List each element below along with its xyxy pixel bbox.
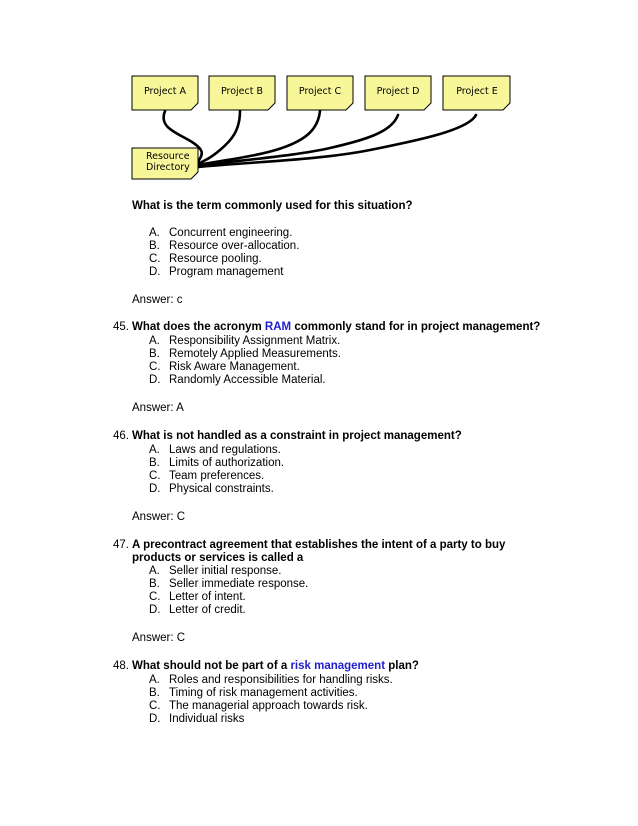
q48-option-c: C. The managerial approach towards risk.: [149, 700, 368, 712]
q47-option-c: C. Letter of intent.: [149, 591, 246, 603]
q47-question-line1: 47. A precontract agreement that establishes the intent of a party to buy: [113, 539, 506, 551]
q47-option-d: D. Letter of credit.: [149, 604, 246, 616]
project-d-label: Project D: [376, 86, 420, 97]
connector-b: [198, 111, 240, 164]
resource-label-line1: Resource: [146, 151, 190, 162]
q48-option-a: A. Roles and responsibilities for handling risks.: [149, 674, 393, 686]
q47-question-line2: products or services is called a: [132, 552, 304, 564]
q46-option-d: D. Physical constraints.: [149, 483, 274, 495]
q46-option-a: A. Laws and regulations.: [149, 444, 281, 456]
q45-option-a: A. Responsibility Assignment Matrix.: [149, 335, 341, 347]
q45-option-b: B. Remotely Applied Measurements.: [149, 348, 341, 360]
q48-option-b: B. Timing of risk management activities.: [149, 687, 358, 699]
q48-question: 48. What should not be part of a risk management plan?: [113, 660, 419, 672]
q45-answer: Answer: A: [132, 402, 184, 414]
project-e-label: Project E: [456, 86, 498, 97]
q45-option-c: C. Risk Aware Management.: [149, 361, 300, 373]
connector-c: [198, 111, 320, 165]
resource-diagram: [0, 0, 638, 195]
q45-option-d: D. Randomly Accessible Material.: [149, 374, 326, 386]
q44-option-b: B. Resource over-allocation.: [149, 240, 300, 252]
q44-answer: Answer: c: [132, 294, 183, 306]
q48-number: 48.: [113, 660, 129, 672]
q44-option-c: C. Resource pooling.: [149, 253, 262, 265]
q47-option-b: B. Seller immediate response.: [149, 578, 309, 590]
q46-question: 46. What is not handled as a constraint in project management?: [113, 430, 462, 442]
q48-option-d: D. Individual risks: [149, 713, 245, 725]
q45-number: 45.: [113, 321, 129, 333]
q44-question: What is the term commonly used for this situation?: [132, 200, 413, 212]
project-c-label: Project C: [298, 86, 342, 97]
project-a-label: Project A: [143, 86, 187, 97]
q47-number: 47.: [113, 539, 129, 551]
q44-option-a: A. Concurrent engineering.: [149, 227, 293, 239]
diagram-svg: [0, 0, 638, 195]
q45-ram-link: RAM: [264, 321, 292, 333]
q47-option-a: A. Seller initial response.: [149, 565, 282, 577]
q46-option-c: C. Team preferences.: [149, 470, 265, 482]
q46-answer: Answer: C: [132, 511, 186, 523]
q47-answer: Answer: C: [132, 632, 186, 644]
q44-option-d: D. Program management: [149, 266, 284, 278]
q48-risk-management-link: risk management: [290, 660, 386, 672]
q46-number: 46.: [113, 430, 129, 442]
project-b-label: Project B: [220, 86, 264, 97]
resource-label-line2: Directory: [146, 162, 190, 173]
q45-question: 45. What does the acronym RAM commonly stand for in project management?: [113, 321, 541, 333]
q46-option-b: B. Limits of authorization.: [149, 457, 285, 469]
